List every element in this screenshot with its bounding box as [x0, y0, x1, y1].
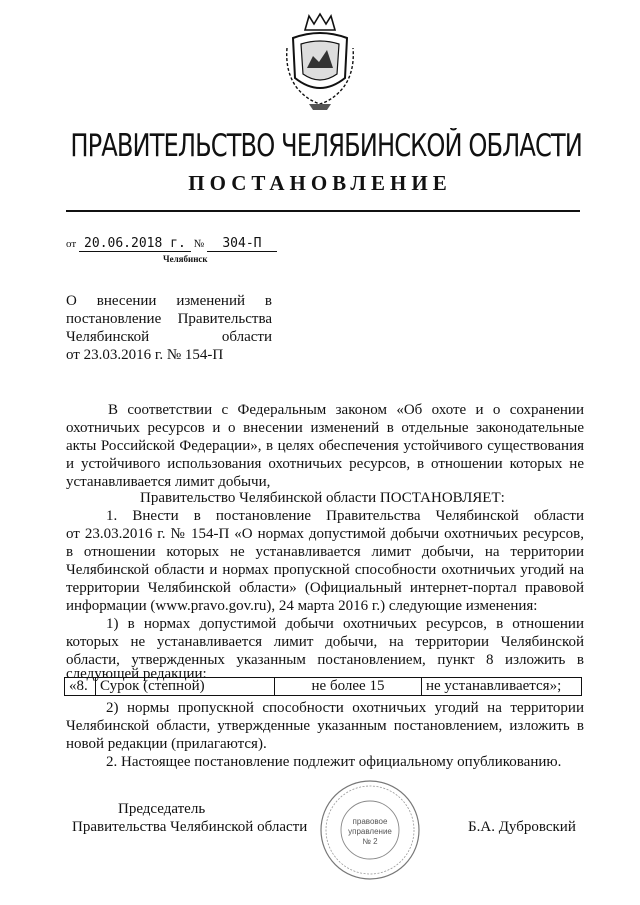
item1-2-line: Челябинской области, утвержденные указанным постановлением, изложить в: [66, 718, 584, 734]
item1-1-line: которых не устанавливается лимит добычи, на территории Челябинской: [66, 634, 584, 650]
item1-line: информации (www.pravo.gov.ru), 24 марта 2016 г.) следующие изменения:: [66, 598, 538, 614]
preamble-line: устанавливается лимит добычи,: [66, 474, 271, 490]
table-cell-norm: не более 15: [275, 678, 422, 696]
item1-2-line: новой редакции (прилагаются).: [66, 736, 267, 752]
stamp-text: правовое: [352, 817, 388, 826]
document-number: 304-П: [207, 236, 277, 252]
subject-line: от 23.03.2016 г. № 154-П: [66, 347, 224, 363]
item1-line: территории Челябинской области» (Официальный интернет-портал правовой: [66, 580, 584, 596]
item2-line: 2. Настоящее постановление подлежит официальному опубликованию.: [106, 754, 562, 770]
preamble-line: В соответствии с Федеральным законом «Об охоте и о сохранении: [108, 402, 584, 418]
government-title: ПРАВИТЕЛЬСТВО ЧЕЛЯБИНСКОЙ ОБЛАСТИ: [70, 128, 582, 164]
document-type: ПОСТАНОВЛЕНИЕ: [188, 171, 452, 195]
preamble-line: и устойчивого использования охотничьих ресурсов, в отношении которых не: [66, 456, 584, 472]
decree-line: Правительство Челябинской области ПОСТАНОВЛЯЕТ:: [140, 490, 505, 506]
table-cell-number: «8.: [65, 678, 96, 696]
preamble-line: акты Российской Федерации», в целях обеспечения устойчивого существования: [66, 438, 584, 454]
header-rule: [66, 210, 580, 212]
stamp-text: управление: [348, 827, 392, 836]
date-number-line: [66, 236, 277, 252]
item1-line: 1. Внести в постановление Правительства Челябинской области: [106, 508, 584, 524]
stamp-text: № 2: [362, 837, 378, 846]
signature-position-2: Правительства Челябинской области: [72, 819, 308, 835]
preamble-line: охотничьих ресурсов и о внесении изменений в отдельные законодательные: [66, 420, 584, 436]
subject-line: постановление Правительства: [66, 311, 272, 327]
coat-of-arms-emblem: [283, 12, 357, 112]
subject-line: О внесении изменений в: [66, 293, 272, 309]
signature-name: Б.А. Дубровский: [468, 819, 576, 835]
table-cell-limit: не устанавливается»;: [422, 678, 582, 696]
table-cell-species: Сурок (степной): [96, 678, 275, 696]
table-row: [65, 678, 582, 696]
number-label: №: [193, 238, 205, 250]
official-stamp: [318, 778, 422, 882]
norms-table: [64, 677, 582, 696]
subject-line: Челябинской области: [66, 329, 272, 345]
from-label: от: [66, 238, 77, 250]
item1-line: в отношении которых не устанавливается лимит добычи, на территории: [66, 544, 584, 560]
city-label: Челябинск: [163, 254, 208, 264]
item1-line: от 23.03.2016 г. № 154-П «О нормах допустимой добычи охотничьих ресурсов,: [66, 526, 584, 542]
item1-line: Челябинской области и нормах пропускной способности охотничьих угодий на: [66, 562, 584, 578]
document-subject: [66, 292, 272, 364]
item1-1-line: области, утвержденных указанным постановлением, пункт 8 изложить в: [66, 652, 584, 668]
item1-1-line: 1) в нормах допустимой добычи охотничьих ресурсов, в отношении: [106, 616, 584, 632]
document-date: 20.06.2018 г.: [79, 236, 191, 252]
item1-2-line: 2) нормы пропускной способности охотничьих угодий на территории: [106, 700, 584, 716]
item1-1-line: следующей редакции:: [66, 666, 207, 682]
signature-position-1: Председатель: [118, 801, 206, 817]
